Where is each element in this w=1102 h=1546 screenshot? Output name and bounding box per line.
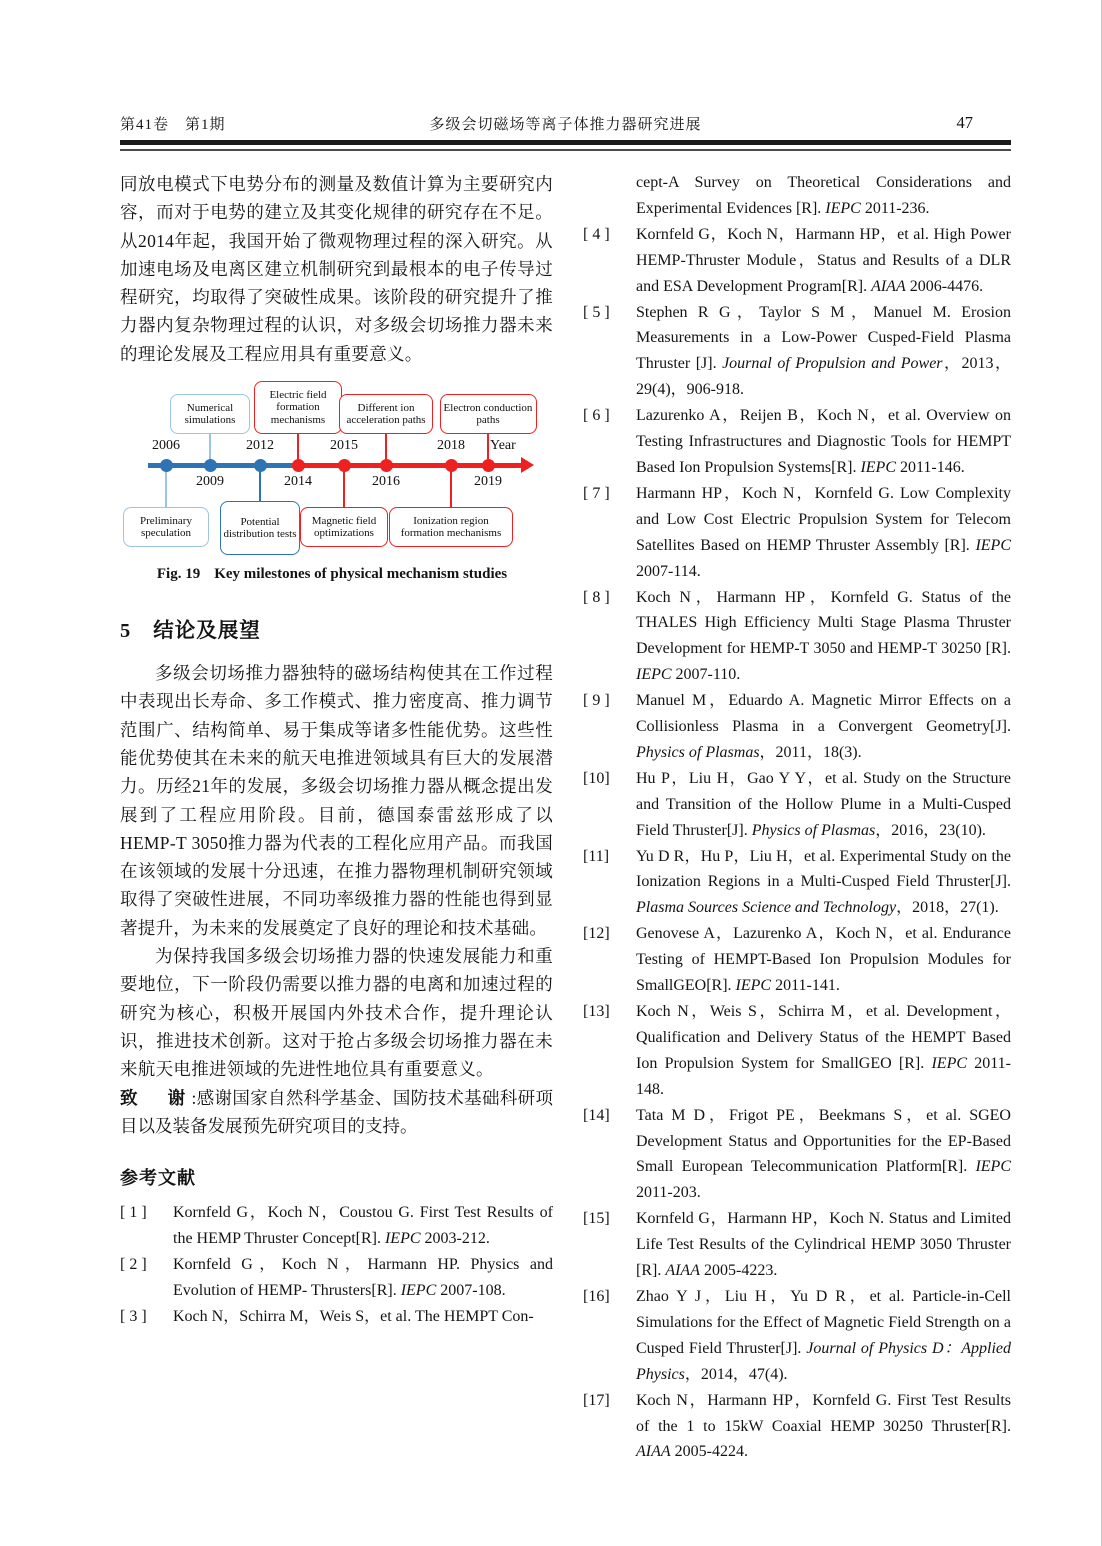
reference-item [583,481,1011,585]
timeline-year-label: 2015 [330,438,358,454]
timeline-year-label: 2006 [152,438,180,454]
reference-body [173,1252,553,1304]
reference-number: [17] [583,1391,610,1409]
acknowledgment-label: 致 谢 [120,1087,192,1108]
timeline-connector [259,468,261,501]
reference-journal-name: Physics of Plasmas [751,821,876,839]
reference-text: 2006-4476. [905,277,984,295]
timeline-connector [450,468,452,507]
reference-journal-name: IEPC [975,536,1011,554]
acknowledgment-text: :感谢国家自然科学基金、国防技术基础科研项目以及装备发展预先研究项目的支持。 [120,1087,553,1136]
reference-item [120,1200,553,1252]
reference-journal-name: Physics of Plasmas [636,743,760,761]
milestone-box: Different ion acceleration paths [339,394,433,434]
reference-text: 2011-141. [771,977,840,995]
reference-item [583,585,1011,689]
reference-item [583,1206,1011,1284]
reference-text: 2005-4224. [670,1443,748,1461]
reference-journal-name: IEPC [735,977,772,995]
reference-journal-name: Journal of Physics D：Applied Physics [636,1339,1012,1383]
timeline-dot [445,459,458,472]
section-title: 结论及展望 [153,619,261,643]
milestone-box: Preliminary speculation [123,507,209,547]
header-rule-thin [120,149,1011,151]
reference-journal-name: AIAA [871,277,906,295]
reference-text: 2007-110. [671,666,741,684]
left-column [120,170,553,1465]
reference-body [173,1200,553,1252]
reference-journal-name: IEPC [975,1158,1011,1176]
page-header [120,113,1011,137]
reference-item [583,1284,1011,1388]
reference-item [583,844,1011,922]
reference-body [636,300,1011,404]
references-list-left [120,1200,553,1330]
section-heading [120,613,553,643]
reference-item [583,766,1011,844]
two-column-body [120,170,1011,1465]
reference-text: ，2014，47(4). [684,1365,788,1383]
figure-caption [120,566,544,583]
milestones-timeline-diagram [124,380,540,556]
reference-body [636,1284,1011,1388]
reference-item [583,921,1011,999]
reference-number: [ 1 ] [120,1204,147,1222]
timeline-dot [338,459,351,472]
reference-text: 2007-114. [636,562,701,580]
reference-text: ，2013，29(4)，906-918. [636,355,1011,399]
timeline-year-label: 2012 [246,438,274,454]
reference-journal-name: IEPC [825,199,861,217]
reference-number: [14] [583,1106,610,1124]
figure-caption-number: Fig. 19 [156,566,201,583]
figure-caption-text: Key milestones of physical mechanism studies [214,566,508,583]
milestone-box: Electric field formation mechanisms [254,381,342,434]
reference-text: 2005-4223. [699,1262,778,1280]
reference-body [636,481,1011,585]
timeline-dot [380,459,393,472]
timeline-dot [254,459,267,472]
reference-journal-name: IEPC [931,1054,968,1072]
continued-paragraph: 同放电模式下电势分布的测量及数值计算为主要研究内容，而对于电势的建立及其变化规律的研究存在不足。从2014年起，我国开始了微观物理过程的深入研究。从加速电场及电离区建立机制研究到最根本的电子传导过程研究，均取得了突破性成果。该阶段的研究提升了推力器内复杂物理过程的认识，对多级会切场推力器未来的理论发展及工程应用具有重要意义。 [120,174,553,364]
timeline-arrowhead [521,457,534,473]
reference-number: [ 4 ] [583,225,610,243]
timeline-connector [165,468,167,507]
reference-number: [11] [583,847,610,865]
reference-text: 2011-203. [636,1184,701,1202]
timeline-connector [343,468,345,507]
reference-text: cept-A Survey on Theoretical Considerations and Experimental Evidences [R]. [636,174,1011,217]
reference-item [583,1103,1011,1207]
timeline-year-label: 2016 [372,474,400,490]
reference-number: [ 9 ] [583,692,610,710]
reference-journal-name: IEPC [384,1230,421,1248]
reference-item [583,403,1011,481]
figure-19 [120,380,544,583]
paragraph: 为保持我国多级会切场推力器的快速发展能力和重要地位，下一阶段仍需要以推力器的电离和加速过程的研究为核心，积极开展国内外技术合作，提升理论认识，推进技术创新。这对于抢占多级会切场推力器在未来航天电推进领域的先进性地位具有重要意义。 [120,946,553,1080]
reference-number: [16] [583,1287,610,1305]
reference-number: [ 7 ] [583,484,610,502]
reference-text: Koch N，Harmann HP，Kornfeld G. First Test Results of the 1 to 15kW Coaxial HEMP 30250 Thruster[R]. [636,1391,1011,1435]
reference-body [636,688,1011,766]
reference-body [636,585,1011,689]
milestone-box: Potential distribution tests [220,501,300,555]
reference-item [120,1304,553,1330]
reference-body [636,766,1011,844]
reference-text: Manuel M，Eduardo A. Magnetic Mirror Effects on a Collisionless Plasma in a Convergent Geometry[J]. [636,692,1011,736]
header-volume-issue: 第41卷 第1期 [120,117,226,133]
reference-text: Yu D R，Hu P，Liu H，et al. Experimental Study on the Ionization Regions in a Multi-Cusped Field Thruster[J]. [636,847,1011,891]
reference-number: [13] [583,1003,610,1020]
acknowledgment [120,1084,553,1141]
timeline-year-label: 2018 [437,438,465,454]
reference-text: Kornfeld G，Koch N，Coustou G. First Test Results of the HEMP Thruster Concept[R]. [173,1204,553,1248]
references-heading: 参考文献 [120,1168,196,1189]
reference-item [583,1388,1011,1466]
paragraph: 多级会切场推力器独特的磁场结构使其在工作过程中表现出长寿命、多工作模式、推力密度高、推力调节范围广、结构简单、易于集成等诸多性能优势。这些性能优势使其在未来的航天电推进领域具有巨大的发展潜力。历经21年的发展，多级会切场推力器从概念提出发展到了工程应用阶段。目前，德国泰雷兹形成了以HEMP-T 3050推力器为代表的工程化应用产品。而我国在该领域的发展十分迅速，在推力器物理机制研究领域取得了突破性进展，不同功率级推力器的性能也得到显著提升，为未来的发展奠定了良好的理论和技术基础。 [120,663,553,938]
reference-number: [ 2 ] [120,1255,147,1273]
references-list-right [583,222,1011,1466]
reference-text: Kornfeld G，Koch N，Harmann HP. Physics and Evolution of HEMP- Thrusters[R]. [173,1255,553,1299]
reference-number: [ 3 ] [120,1307,147,1325]
reference-item [120,1252,553,1304]
reference-body [636,1206,1011,1284]
reference-journal-name: IEPC [400,1281,437,1299]
reference-number: [ 8 ] [583,588,610,606]
header-page-number: 47 [956,113,973,132]
reference-text: Koch N，Weis S，Schirra M，et al. Development，Qualification and Delivery Status of the HEMPT Based Ion Propulsion System for SmallGEO [R]. [636,1003,1011,1072]
reference-text: 2011-236. [860,199,930,217]
reference-item [583,999,1011,1103]
reference-text: 2003-212. [420,1230,490,1248]
reference-body [636,999,1011,1103]
section-number: 5 [120,620,132,643]
reference-text: 2011-146. [896,458,965,476]
reference-text: Kornfeld G，Harmann HP，Koch N. Status and Limited Life Test Results of the Cylindrical HEMP 3050 Thruster [R]. [636,1210,1011,1280]
reference-text: Kornfeld G，Koch N，Harmann HP，et al. High Power HEMP-Thruster Module，Status and Results of a DLR and ESA Development Program[R]. [636,225,1011,295]
reference-number: [12] [583,925,610,943]
header-rule-thick [120,140,1011,145]
reference-journal-name: AIAA [636,1443,671,1461]
reference-text: Stephen R G，Taylor S M，Manuel M. Erosion Measurements in a Low-Power Cusped-Field Plasma Thruster [J]. [636,303,1011,373]
milestone-box: Magnetic field optimizations [300,507,388,547]
reference-item [583,300,1011,404]
milestone-box: Numerical simulations [170,394,250,434]
reference-journal-name: IEPC [860,458,896,476]
reference-continuation [636,170,1011,222]
reference-body [636,844,1011,922]
reference-item [583,688,1011,766]
reference-body [636,1103,1011,1207]
reference-text: 2007-108. [436,1281,506,1299]
reference-number: [15] [583,1210,610,1228]
reference-text: Lazurenko A，Reijen B，Koch N，et al. Overview on Testing Infrastructures and Diagnostic Tools for HEMPT Based Ion Propulsion Systems[R]. [636,407,1011,476]
header-running-title: 多级会切磁场等离子体推力器研究进展 [429,117,702,133]
timeline-year-label: 2009 [196,474,224,490]
reference-journal-name: IEPC [636,666,672,684]
reference-journal-name: Journal of Propulsion and Power [722,355,943,373]
reference-body [636,1388,1011,1466]
reference-text: ，2018，27(1). [896,899,999,917]
milestone-box: Electron conduction paths [440,394,537,434]
timeline-year-label: 2014 [284,474,312,490]
timeline-dot [204,459,217,472]
reference-journal-name: Plasma Sources Science and Technology [636,899,897,917]
right-column [583,170,1011,1465]
timeline-dot [482,459,495,472]
reference-text: Koch N，Schirra M，Weis S，et al. The HEMPT Con- [173,1307,534,1325]
reference-text: Genovese A，Lazurenko A，Koch N，et al. Endurance Testing of HEMPT-Based Ion Propulsion Modules for SmallGEO[R]. [636,925,1011,995]
milestone-box: Ionization region formation mechanisms [389,507,513,547]
timeline-dot [160,459,173,472]
timeline-dot [292,459,305,472]
reference-body [636,403,1011,481]
reference-number: [ 6 ] [583,407,610,425]
reference-body [636,921,1011,999]
reference-text: Harmann HP，Koch N，Kornfeld G. Low Complexity and Low Cost Electric Propulsion System for Telecom Satellites Based on HEMP Thruster Assembly [R]. [636,484,1011,554]
reference-text: Zhao Y J，Liu H，Yu D R，et al. Particle-in-Cell Simulations for the Effect of Magnetic Field Strength on a Cusped Field Thruster[J]. [636,1287,1011,1357]
reference-text: Hu P，Liu H，Gao Y Y，et al. Study on the Structure and Transition of the Hollow Plume in a Multi-Cusped Field Thruster[J]. [636,769,1011,839]
timeline-year-label: 2019 [474,474,502,490]
timeline-year-axis-label: Year [490,438,516,454]
reference-body [636,222,1011,300]
reference-journal-name: AIAA [665,1262,700,1280]
reference-item [583,222,1011,300]
reference-text: Tata M D，Frigot PE，Beekmans S，et al. SGEO Development Status and Opportunities for the EP-Based Small European Telecommunication Platform[R]. [636,1106,1011,1176]
reference-body [173,1304,553,1330]
reference-text: Koch N，Harmann HP，Kornfeld G. Status of the THALES High Efficiency Multi Stage Plasma Thruster Development for HEMP-T 3050 and HEMP-T 30250 [R]. [636,588,1011,658]
reference-text: ，2011，18(3). [759,743,862,761]
reference-number: [ 5 ] [583,303,610,321]
reference-text: 2011-148. [636,1054,1011,1098]
reference-text: ，2016，23(10). [875,821,986,839]
reference-number: [10] [583,769,610,787]
